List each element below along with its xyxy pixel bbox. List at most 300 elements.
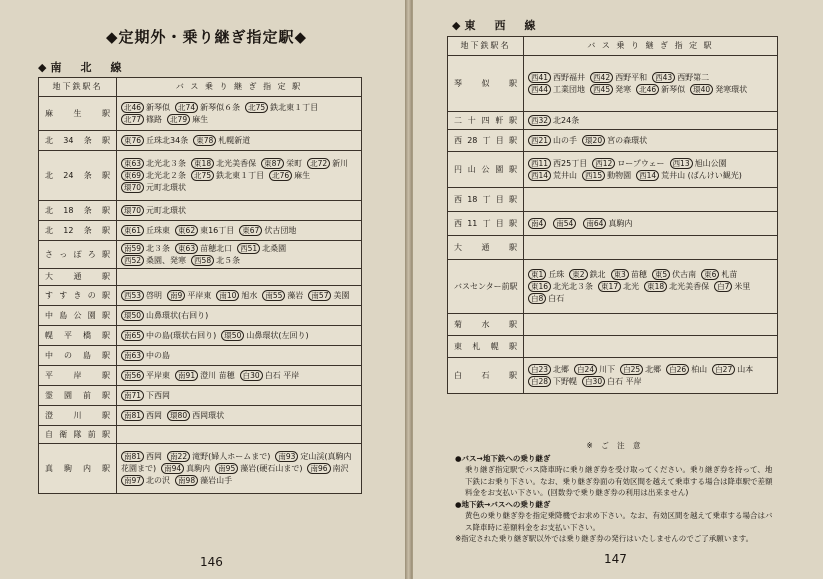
bus-route-item — [528, 158, 587, 170]
route-number-badge: 東5 — [652, 269, 670, 280]
station-row — [39, 444, 362, 494]
bus-stop-name: 北の沢 — [146, 475, 171, 485]
bus-stop-name: 北郷 — [645, 364, 662, 374]
bus-stop-name: 米里 — [734, 281, 751, 291]
station-name: 麻生駅 — [39, 97, 117, 131]
bus-route-item — [528, 218, 548, 230]
bus-transfer-cell — [117, 221, 362, 241]
route-number-badge: 東69 — [121, 170, 144, 181]
bus-col-header: バ ス 乗 り 継 ぎ 指 定 駅 — [117, 78, 362, 97]
bus-stop-name: 荒井山 — [553, 170, 578, 180]
bus-route-item — [121, 205, 186, 217]
bus-transfer-cell — [117, 386, 362, 406]
station-row — [448, 152, 778, 188]
bus-transfer-cell — [117, 306, 362, 326]
bus-route-item — [636, 84, 685, 96]
bus-route-item — [307, 158, 348, 170]
bus-route-item — [670, 158, 727, 170]
bus-stop-name: 工業団地 — [553, 84, 586, 94]
station-row — [39, 406, 362, 426]
route-number-badge: 環50 — [121, 310, 144, 321]
bus-stop-name: 発寒 — [615, 84, 632, 94]
bus-stop-name: 北光美香保 — [669, 281, 710, 291]
route-number-badge: 南93 — [275, 451, 298, 462]
station-name: 大通駅 — [448, 236, 524, 260]
bus-stop-name: 西岡環状 — [192, 410, 225, 420]
bus-route-item — [121, 390, 170, 402]
bus-route-item — [121, 158, 186, 170]
route-number-badge: 北76 — [269, 170, 292, 181]
bus-route-item — [237, 243, 286, 255]
bus-stop-name: 滝野(婦人ホームまで) — [192, 451, 271, 461]
bus-stop-name: 北光美香保 — [216, 158, 257, 168]
bus-stop-name: 旭山公園 — [694, 158, 727, 168]
station-row — [39, 221, 362, 241]
bus-route-item — [582, 135, 647, 147]
bus-stop-name: 丘珠東 — [146, 225, 171, 235]
bus-stop-name: 川下 — [599, 364, 616, 374]
bus-to-subway-heading: ●バス→地下鉄への乗り継ぎ — [455, 453, 551, 463]
route-number-badge: 南94 — [161, 463, 184, 474]
station-name: 琴似駅 — [448, 56, 524, 112]
bus-stop-name: 伏古団地 — [264, 225, 297, 235]
route-number-badge: 南55 — [262, 290, 285, 301]
bus-stop-name: 鉄北東１丁目 — [216, 170, 265, 180]
bus-route-item — [590, 84, 631, 96]
bus-stop-name: 西野第二 — [677, 72, 710, 82]
bus-transfer-cell — [524, 236, 778, 260]
route-number-badge: 北75 — [245, 102, 268, 113]
bus-stop-name: 動物園 — [607, 170, 632, 180]
station-name: 西28丁目駅 — [448, 130, 524, 152]
bus-route-item — [239, 225, 296, 237]
station-name: 真駒内駅 — [39, 444, 117, 494]
bus-transfer-cell — [524, 260, 778, 314]
bus-route-item — [121, 225, 170, 237]
bus-stop-name: 山の手 — [553, 135, 578, 145]
route-number-badge: 東78 — [193, 135, 216, 146]
bus-route-item — [275, 451, 351, 463]
bus-route-item — [528, 269, 564, 281]
page-title: ◆定期外・乗り継ぎ指定駅◆ — [106, 28, 308, 46]
bus-route-item — [598, 281, 639, 293]
bus-route-item — [636, 170, 742, 182]
bus-stop-name: 白石 平岸 — [264, 370, 300, 380]
bus-stop-name: 麻生 — [294, 170, 311, 180]
route-number-badge: 環20 — [582, 135, 605, 146]
station-row — [448, 112, 778, 130]
bus-stop-name: 藻岩山手 — [200, 475, 233, 485]
route-number-badge: 白8 — [528, 293, 546, 304]
bus-route-item — [611, 269, 647, 281]
route-number-badge: 西21 — [528, 135, 551, 146]
bus-transfer-cell — [524, 188, 778, 212]
station-row — [448, 236, 778, 260]
bus-transfer-cell — [117, 406, 362, 426]
bus-stop-name: 篠路 — [146, 114, 163, 124]
bus-stop-name: 札幌新道 — [218, 135, 251, 145]
bus-stop-name: 北桑園 — [262, 243, 287, 253]
bus-transfer-cell — [117, 326, 362, 346]
bus-stop-name: 定山渓(真駒内 — [300, 451, 352, 461]
route-number-badge: 西58 — [191, 255, 214, 266]
bus-transfer-cell — [524, 336, 778, 358]
bus-stop-name: 西岡 — [146, 410, 163, 420]
station-name: 大通駅 — [39, 269, 117, 286]
bus-route-item — [652, 72, 709, 84]
route-number-badge: 西53 — [121, 290, 144, 301]
bus-route-item — [245, 102, 318, 114]
route-number-badge: 西11 — [528, 158, 551, 169]
table-header — [448, 37, 778, 56]
station-name: 西18丁目駅 — [448, 188, 524, 212]
bus-stop-name: 北５条 — [216, 255, 241, 265]
station-name: 菊水駅 — [448, 314, 524, 336]
route-number-badge: 環50 — [221, 330, 244, 341]
route-number-badge: 環70 — [121, 205, 144, 216]
station-col-header: 地下鉄駅名 — [39, 78, 117, 97]
bus-stop-name: 西野福井 — [553, 72, 586, 82]
route-number-badge: 白23 — [528, 364, 551, 375]
route-number-badge: 東1 — [528, 269, 546, 280]
bus-route-item — [262, 290, 303, 302]
bus-stop-name: 麻生 — [192, 114, 209, 124]
transfer-caution-text: ※指定された乗り継ぎ駅以外では乗り継ぎ券の発行はいたしませんのでご了承願います。 — [455, 534, 754, 543]
station-name: 二十四軒駅 — [448, 112, 524, 130]
bus-route-item — [269, 170, 310, 182]
station-row — [39, 306, 362, 326]
bus-stop-name: 白石 — [548, 293, 565, 303]
bus-transfer-cell — [117, 131, 362, 151]
bus-route-item — [620, 364, 661, 376]
bus-route-item — [592, 158, 664, 170]
route-number-badge: 西43 — [652, 72, 675, 83]
bus-route-item — [191, 255, 240, 267]
bus-route-item — [121, 182, 186, 194]
station-name: 澄川駅 — [39, 406, 117, 426]
notes-heading: ※ ご 注 意 — [586, 441, 644, 450]
bus-stop-name: 真駒内 — [608, 218, 633, 228]
route-number-badge: 南9 — [167, 290, 185, 301]
route-number-badge: 西13 — [670, 158, 693, 169]
bus-transfer-cell — [524, 130, 778, 152]
bus-route-item — [528, 115, 579, 127]
bus-route-item — [175, 370, 235, 382]
bus-stop-name: 荒井山 (ばんけい観光) — [661, 170, 742, 180]
station-row — [39, 201, 362, 221]
route-number-badge: 南57 — [308, 290, 331, 301]
route-number-badge: 白24 — [574, 364, 597, 375]
route-number-badge: 東87 — [261, 158, 284, 169]
bus-stop-name: 美園 — [333, 290, 350, 300]
touzai-line-table — [447, 36, 778, 394]
route-number-badge: 北79 — [167, 114, 190, 125]
bus-route-item — [690, 84, 747, 96]
route-number-badge: 東17 — [598, 281, 621, 292]
bus-transfer-cell — [524, 212, 778, 236]
page-number-left: 146 — [200, 555, 223, 569]
station-row — [448, 314, 778, 336]
bus-route-item — [175, 243, 232, 255]
route-number-badge: 東2 — [569, 269, 587, 280]
bus-route-item — [574, 364, 615, 376]
route-number-badge: 南4 — [528, 218, 546, 229]
bus-stop-name: 桑園、発寒 — [146, 255, 187, 265]
touzai-line-title: ◆東 西 線 — [452, 19, 540, 32]
station-row — [448, 212, 778, 236]
bus-stop-name: 花園まで) — [121, 463, 157, 473]
bus-route-item — [714, 281, 750, 293]
station-name: 霊園前駅 — [39, 386, 117, 406]
bus-stop-name: 丘珠北34条 — [146, 135, 189, 145]
bus-stop-name: 山本 — [737, 364, 754, 374]
station-row — [448, 260, 778, 314]
route-number-badge: 南81 — [121, 451, 144, 462]
route-number-badge: 西14 — [528, 170, 551, 181]
bus-stop-name: 旭水 — [241, 290, 258, 300]
bus-stop-name: 札苗 — [721, 269, 738, 279]
bus-route-item — [308, 290, 349, 302]
bus-route-item — [666, 364, 707, 376]
bus-route-item — [528, 72, 585, 84]
bus-route-item — [582, 376, 642, 388]
bus-route-item — [121, 102, 170, 114]
bus-stop-name: 西野平和 — [615, 72, 648, 82]
bus-route-item — [582, 170, 631, 182]
subway-to-bus-heading: ●地下鉄→バスへの乗り継ぎ — [455, 499, 551, 509]
station-row — [39, 151, 362, 201]
bus-route-item — [528, 293, 564, 305]
bus-route-item — [161, 463, 210, 475]
route-number-badge: 東16 — [528, 281, 551, 292]
station-row — [39, 286, 362, 306]
route-number-badge: 南97 — [121, 475, 144, 486]
bus-stop-name: 平岸東 — [146, 370, 171, 380]
station-name: 西11丁目駅 — [448, 212, 524, 236]
page-number-right: 147 — [604, 552, 627, 566]
subway-to-bus-text: 黄色の乗り継ぎ券を指定乗降機でお求め下さい。なお、有効区間を越えて乗車する場合はバス降車時に差額料金をお支払い下さい。 — [465, 511, 773, 532]
station-name: 北24条駅 — [39, 151, 117, 201]
route-number-badge: 東67 — [239, 225, 262, 236]
bus-transfer-cell — [524, 112, 778, 130]
bus-route-item — [701, 269, 737, 281]
bus-transfer-cell — [117, 444, 362, 494]
station-col-header: 地下鉄駅名 — [448, 37, 524, 56]
bus-route-item — [553, 218, 578, 230]
route-number-badge: 南95 — [215, 463, 238, 474]
bus-stop-name: 栄町 — [286, 158, 303, 168]
station-row — [39, 426, 362, 444]
notes-section — [455, 440, 775, 545]
bus-stop-name: 北３条 — [146, 243, 171, 253]
bus-stop-name: 啓明 — [146, 290, 163, 300]
bus-stop-name: 苗穂北口 — [200, 243, 233, 253]
station-name: 中島公園駅 — [39, 306, 117, 326]
station-row — [39, 97, 362, 131]
route-number-badge: 北74 — [175, 102, 198, 113]
bus-route-item — [175, 102, 240, 114]
bus-route-item — [121, 370, 170, 382]
bus-stop-name: 北光 — [623, 281, 640, 291]
bus-route-item — [121, 243, 170, 255]
station-row — [39, 269, 362, 286]
bus-route-item — [528, 376, 577, 388]
bus-route-item — [121, 135, 188, 147]
bus-route-item — [121, 114, 162, 126]
bus-stop-name: 北光北３条 — [553, 281, 594, 291]
route-number-badge: 白27 — [712, 364, 735, 375]
bus-stop-name: 元町北環状 — [146, 205, 187, 215]
bus-route-item — [528, 135, 577, 147]
bus-route-item — [261, 158, 302, 170]
route-number-badge: 西42 — [590, 72, 613, 83]
route-number-badge: 白30 — [582, 376, 605, 387]
bus-to-subway-text: 乗り継ぎ指定駅でバス降車時に乗り継ぎ券を受け取ってください。乗り継ぎ券を持って、地下鉄にお乗り下さい。なお、乗り継ぎ券面の有効区間を越えて乗車する場合は降車駅で差額料金をお支払い下さい。(回数券で乗り継ぎ券の利用は出来ません) — [465, 465, 773, 497]
route-number-badge: 北77 — [121, 114, 144, 125]
station-row — [448, 188, 778, 212]
station-row — [448, 130, 778, 152]
station-name: 北12条駅 — [39, 221, 117, 241]
bus-route-item — [175, 475, 232, 487]
station-name: 幌平橋駅 — [39, 326, 117, 346]
route-number-badge: 白7 — [714, 281, 732, 292]
route-number-badge: 東63 — [175, 243, 198, 254]
station-name: さっぽろ駅 — [39, 241, 117, 269]
route-number-badge: 南59 — [121, 243, 144, 254]
bus-route-item — [712, 364, 753, 376]
bus-stop-name: 平岸東 — [187, 290, 212, 300]
book-gutter — [405, 0, 412, 579]
bus-transfer-cell — [117, 426, 362, 444]
route-number-badge: 東61 — [121, 225, 144, 236]
bus-stop-name: 柏山 — [691, 364, 708, 374]
bus-route-item — [121, 350, 170, 362]
route-number-badge: 西45 — [590, 84, 613, 95]
bus-route-item — [167, 114, 208, 126]
bus-transfer-cell — [117, 286, 362, 306]
bus-route-item — [121, 290, 162, 302]
route-number-badge: 北46 — [121, 102, 144, 113]
route-number-badge: 環40 — [690, 84, 713, 95]
route-number-badge: 東18 — [644, 281, 667, 292]
bus-stop-name: 伏古南 — [672, 269, 697, 279]
station-row — [39, 241, 362, 269]
bus-route-item — [569, 269, 605, 281]
bus-route-item — [528, 84, 585, 96]
bus-route-item — [167, 410, 224, 422]
route-number-badge: 北72 — [307, 158, 330, 169]
station-name: 白石駅 — [448, 358, 524, 394]
station-row — [39, 386, 362, 406]
bus-route-item — [583, 218, 632, 230]
bus-stop-name: 丘珠 — [548, 269, 565, 279]
bus-route-item — [221, 330, 308, 342]
bus-stop-name: 苗穂 — [630, 269, 647, 279]
bus-stop-name: ロープウェー — [617, 158, 665, 168]
bus-stop-name: 下野幌 — [553, 376, 578, 386]
route-number-badge: 東3 — [611, 269, 629, 280]
bus-stop-name: 北郷 — [553, 364, 570, 374]
station-name: 円山公園駅 — [448, 152, 524, 188]
bus-stop-name: 山鼻環状(右回り) — [146, 310, 209, 320]
route-number-badge: 白28 — [528, 376, 551, 387]
bus-route-item — [121, 170, 186, 182]
route-number-badge: 西14 — [636, 170, 659, 181]
bus-stop-name: 白石 平岸 — [607, 376, 642, 386]
bus-stop-name: 新川 — [332, 158, 349, 168]
route-number-badge: 東76 — [121, 135, 144, 146]
bus-route-item — [191, 158, 256, 170]
bus-stop-name: 宮の森環状 — [607, 135, 648, 145]
bus-stop-name: 南沢 — [332, 463, 349, 473]
route-number-badge: 西12 — [592, 158, 615, 169]
route-number-badge: 白26 — [666, 364, 689, 375]
bus-transfer-cell — [524, 314, 778, 336]
bus-route-item — [193, 135, 250, 147]
bus-route-item — [528, 170, 577, 182]
route-number-badge: 南22 — [167, 451, 190, 462]
bus-stop-name: 北光北２条 — [146, 170, 187, 180]
bus-route-item — [307, 463, 348, 475]
station-row — [448, 56, 778, 112]
bus-stop-name: 下西岡 — [146, 390, 171, 400]
nanboku-line-table — [38, 77, 362, 494]
route-number-badge: 北75 — [191, 170, 214, 181]
bus-route-item — [121, 330, 216, 342]
route-number-badge: 南81 — [121, 410, 144, 421]
nanboku-line-title: ◆南 北 線 — [38, 61, 126, 74]
route-number-badge: 南56 — [121, 370, 144, 381]
bus-route-item — [216, 290, 257, 302]
route-number-badge: 南64 — [583, 218, 606, 229]
route-number-badge: 西52 — [121, 255, 144, 266]
bus-stop-name: 東16丁目 — [200, 225, 235, 235]
bus-route-item — [528, 281, 593, 293]
bus-stop-name: 澄川 苗穂 — [200, 370, 235, 380]
table-header — [39, 78, 362, 97]
bus-transfer-cell — [117, 269, 362, 286]
bus-transfer-cell — [117, 366, 362, 386]
bus-route-item — [644, 281, 709, 293]
bus-stop-name: 藻岩 — [287, 290, 304, 300]
bus-route-item — [121, 451, 162, 463]
station-row — [39, 346, 362, 366]
bus-route-item — [590, 72, 647, 84]
route-number-badge: 白25 — [620, 364, 643, 375]
station-row — [39, 131, 362, 151]
route-number-badge: 西44 — [528, 84, 551, 95]
bus-stop-name: 真駒内 — [186, 463, 211, 473]
station-name: 自衛隊前駅 — [39, 426, 117, 444]
bus-stop-name: 西岡 — [146, 451, 163, 461]
bus-route-item — [175, 225, 234, 237]
route-number-badge: 東63 — [121, 158, 144, 169]
bus-route-item — [528, 364, 569, 376]
route-number-badge: 白30 — [240, 370, 263, 381]
route-number-badge: 西41 — [528, 72, 551, 83]
bus-route-item — [240, 370, 300, 382]
bus-stop-name: 北光北３条 — [146, 158, 187, 168]
bus-route-item — [167, 451, 270, 463]
route-number-badge: 北46 — [636, 84, 659, 95]
bus-transfer-cell — [524, 152, 778, 188]
station-name: すすきの駅 — [39, 286, 117, 306]
bus-route-item — [215, 463, 302, 475]
bus-stop-name: 中の島 — [146, 350, 171, 360]
route-number-badge: 東6 — [701, 269, 719, 280]
bus-stop-name: 新琴似６条 — [200, 102, 241, 112]
bus-transfer-cell — [117, 97, 362, 131]
